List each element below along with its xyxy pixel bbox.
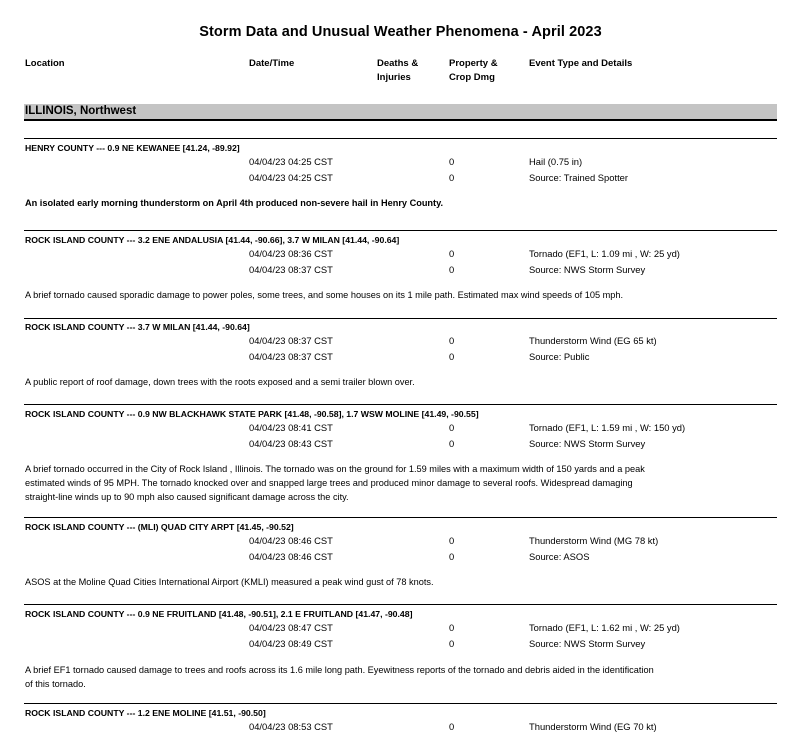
event-end-time: 04/04/23 04:25 CST [249,172,333,183]
section-title: ILLINOIS, Northwest [25,105,137,117]
event-divider [24,230,777,231]
event-type: Thunderstorm Wind (EG 70 kt) [529,721,657,732]
event-narrative [25,288,725,302]
event-begin-time: 04/04/23 04:25 CST [249,156,333,167]
event-source: Source: NWS Storm Survey [529,438,646,449]
event-divider [24,138,777,139]
event-type: Tornado (EF1, L: 1.09 mi , W: 25 yd) [529,248,680,259]
event-end-time: 04/04/23 08:43 CST [249,438,333,449]
event-damage: 0 [449,535,455,546]
event-damage: 0 [449,172,455,183]
event-source: Source: ASOS [529,551,590,562]
event-damage: 0 [449,438,455,449]
event-source: Source: NWS Storm Survey [529,264,646,275]
event-begin-time: 04/04/23 08:36 CST [249,248,333,259]
header-property-line2: Crop Dmg [449,72,495,83]
header-event-type: Event Type and Details [529,58,633,69]
event-end-time: 04/04/23 08:37 CST [249,264,333,275]
narrative-line: An isolated early morning thunderstorm on April 4th produced non-severe hail in Henry County. [25,198,444,208]
event-begin-time: 04/04/23 08:47 CST [249,622,333,633]
header-property-damage [449,57,498,85]
event-location: HENRY COUNTY --- 0.9 NE KEWANEE [41.24, -89.92] [25,143,240,153]
event-damage: 0 [449,248,455,259]
header-deaths-line2: Injuries [377,72,411,83]
event-damage: 0 [449,551,455,562]
event-type: Thunderstorm Wind (MG 78 kt) [529,535,659,546]
event-end-time: 04/04/23 08:46 CST [249,551,333,562]
event-narrative [25,663,725,691]
event-source: Source: NWS Storm Survey [529,638,646,649]
narrative-line: A brief EF1 tornado caused damage to trees and roofs across its 1.6 mile long path. Eyewitness reports of the tornado and debris aided in the identification [25,665,654,675]
header-datetime: Date/Time [249,58,295,69]
event-type: Hail (0.75 in) [529,156,583,167]
narrative-line: straight-line winds up to 90 mph also caused significant damage across the city. [25,492,349,503]
event-type: Thunderstorm Wind (EG 65 kt) [529,335,657,346]
event-end-time: 04/04/23 08:49 CST [249,638,333,649]
event-begin-time: 04/04/23 08:37 CST [249,335,333,346]
event-narrative [25,575,725,589]
header-property-line1: Property & [449,58,498,69]
event-divider [24,404,777,405]
event-begin-time: 04/04/23 08:41 CST [249,422,333,433]
event-location: ROCK ISLAND COUNTY --- 3.7 W MILAN [41.44, -90.64] [25,322,250,332]
event-damage: 0 [449,264,455,275]
header-location: Location [25,58,65,69]
event-narrative [25,462,725,505]
event-location: ROCK ISLAND COUNTY --- 0.9 NE FRUITLAND [41.48, -90.51], 2.1 E FRUITLAND [41.47, -90.48] [25,609,413,619]
event-type: Tornado (EF1, L: 1.62 mi , W: 25 yd) [529,622,680,633]
event-source: Source: Trained Spotter [529,172,629,183]
event-divider [24,703,777,704]
event-damage: 0 [449,422,455,433]
narrative-line: A brief tornado occurred in the City of Rock Island , Illinois. The tornado was on the ground for 1.59 miles with a maximum width of 150 yards and a peak [25,464,645,474]
report-title: Storm Data and Unusual Weather Phenomena - April 2023 [199,24,602,40]
event-location: ROCK ISLAND COUNTY --- 0.9 NW BLACKHAWK STATE PARK [41.48, -90.58], 1.7 WSW MOLINE [41.49, -90.55] [25,409,479,419]
event-location: ROCK ISLAND COUNTY --- (MLI) QUAD CITY ARPT [41.45, -90.52] [25,522,294,532]
event-location: ROCK ISLAND COUNTY --- 3.2 ENE ANDALUSIA [41.44, -90.66], 3.7 W MILAN [41.44, -90.64] [25,235,400,245]
event-begin-time: 04/04/23 08:46 CST [249,535,333,546]
event-divider [24,517,777,518]
event-divider [24,318,777,319]
event-divider [24,604,777,605]
header-deaths-injuries [377,57,418,85]
header-deaths-line1: Deaths & [377,58,419,69]
narrative-line: A brief tornado caused sporadic damage to power poles, some trees, and some houses on its 1 mile path. Estimated max wind speeds of 105 mph. [25,290,624,300]
event-damage: 0 [449,335,455,346]
section-bar [24,104,777,121]
event-begin-time: 04/04/23 08:53 CST [249,721,333,732]
event-damage: 0 [449,721,455,732]
event-narrative [25,196,725,210]
narrative-line: ASOS at the Moline Quad Cities International Airport (KMLI) measured a peak wind gust of 78 knots. [25,577,434,587]
event-damage: 0 [449,638,455,649]
narrative-line: of this tornado. [25,679,86,690]
event-location: ROCK ISLAND COUNTY --- 1.2 ENE MOLINE [41.51, -90.50] [25,708,266,718]
event-narrative [25,375,725,389]
narrative-line: A public report of roof damage, down trees with the roots exposed and a semi trailer blown over. [25,377,415,387]
event-damage: 0 [449,622,455,633]
event-damage: 0 [449,351,455,362]
event-end-time: 04/04/23 08:37 CST [249,351,333,362]
event-damage: 0 [449,156,455,167]
event-type: Tornado (EF1, L: 1.59 mi , W: 150 yd) [529,422,686,433]
narrative-line: estimated winds of 95 MPH. The tornado knocked over and snapped large trees and produced minor damage to several roofs. Widespread damaging [25,478,633,489]
event-source: Source: Public [529,351,590,362]
